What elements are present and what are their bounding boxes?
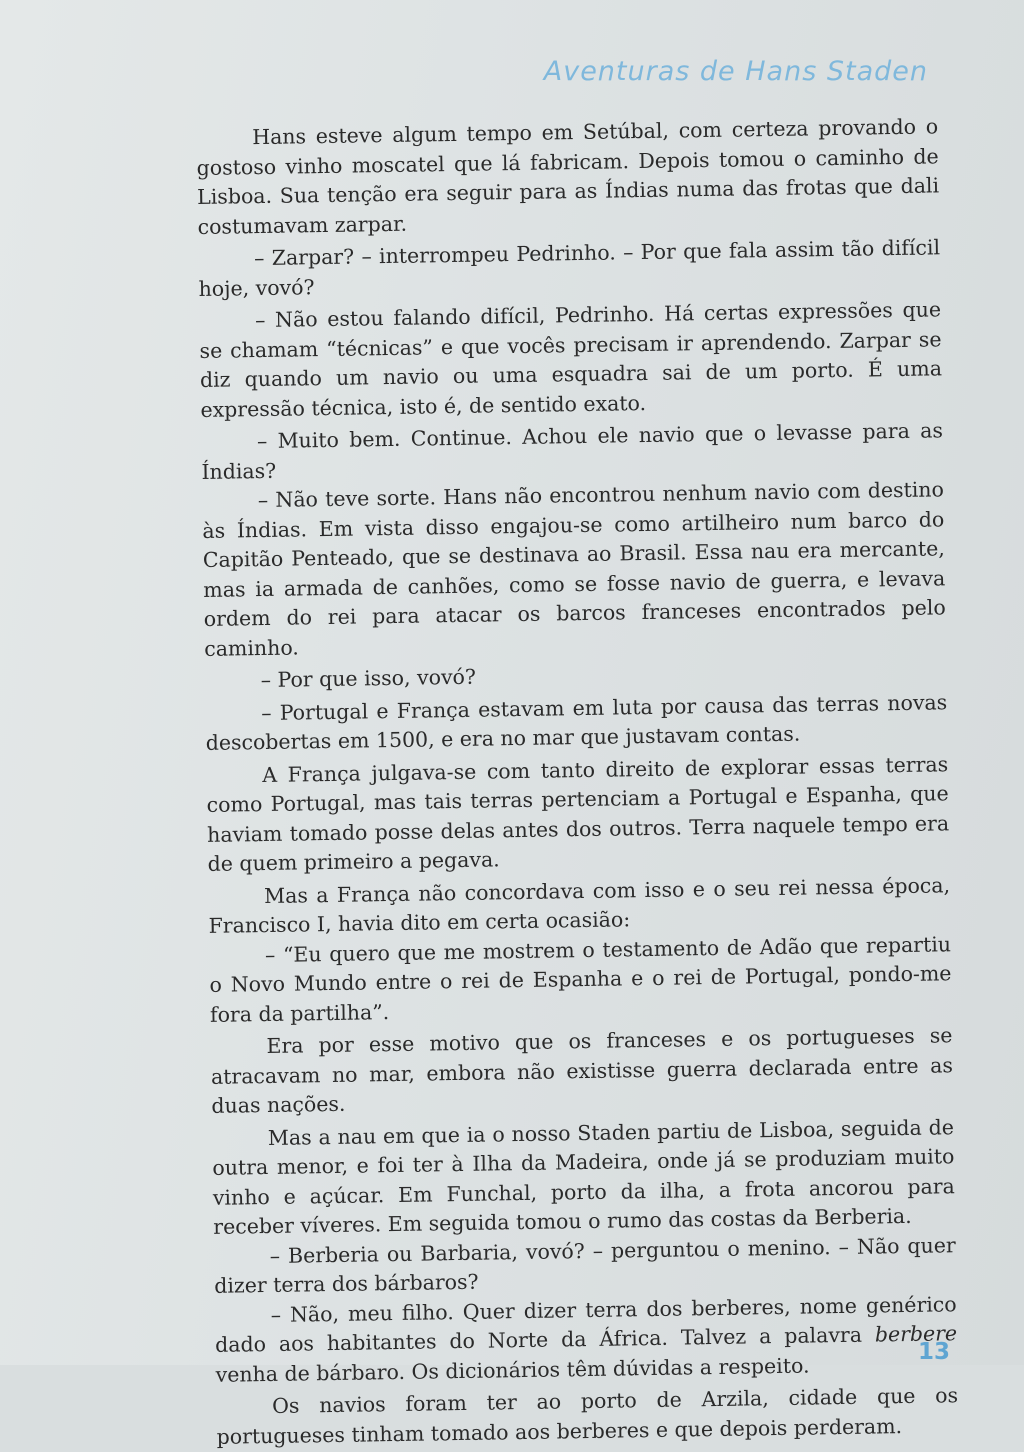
paragraph: – “Eu quero que me mostrem o testamento de Adão que repartiu o Novo Mundo entre o rei de Espanha e o rei de Portugal, pondo-me fora da partilha”. [209,931,952,1027]
running-title: Aventuras de Hans Staden [543,56,928,87]
paragraph: – Não teve sorte. Hans não encontrou nenhum navio com destino às Índias. Em vista disso engajou-se como artilheiro num barco do Capitão Penteado, que se destinava ao Brasil. Essa nau era mercante, mas ia armada de canhões, como se fosse navio de guerra, e levava ordem do rei para atacar os barcos franceses encontrados pelo caminho. [202,477,946,661]
paragraph: Mas a nau em que ia o nosso Staden partiu de Lisboa, seguida de outra menor, e foi ter à Ilha da Madeira, onde já se produziam muito vinho e açúcar. Em Funchal, porto da ilha, a frota ancorou para receber víveres. Em seguida tomou o rumo das costas da Berberia. [212,1114,955,1239]
paragraph-text: – Não, meu filho. Quer dizer terra dos berberes, nome genérico dado aos habitantes do Norte da África. Talvez a palavra [214,1291,957,1357]
paragraph: – Portugal e França estavam em luta por causa das terras novas descobertas em 1500, e era no mar que justavam contas. [205,689,948,755]
paragraph: – Berberia ou Barbaria, vovó? – perguntou o menino. – Não quer dizer terra dos bárbaros? [214,1232,956,1298]
paragraph: – Por que isso, vovó? [260,664,477,693]
paragraph-text: venha de bárbaro. Os dicionários têm dúvidas a respeito. [215,1353,810,1387]
body-text [196,112,959,1451]
paragraph: Hans esteve algum tempo em Setúbal, com certeza provando o gostoso vinho moscatel que lá fabricam. Depois tomou o caminho de Lisboa. Sua tenção era seguir para as Índias numa das frotas que dali costumavam zarpar. [196,114,940,239]
page-number: 13 [917,1339,950,1365]
paragraph: Os navios foram ter ao porto de Arzila, cidade que os portugueses tinham tomado aos berberes e que depois perderam. [216,1383,959,1449]
italic-term: berbere [874,1321,958,1347]
paragraph: – Zarpar? – interrompeu Pedrinho. – Por que fala assim tão difícil hoje, vovó? [198,235,941,301]
paragraph: Era por esse motivo que os franceses e os portugueses se atracavam no mar, embora não existisse guerra declarada entre as duas nações. [210,1023,954,1118]
paragraph: – Muito bem. Continue. Achou ele navio que o levasse para as Índias? [201,418,944,484]
paragraph: A França julgava-se com tanto direito de explorar essas terras como Portugal, mas tais terras pertenciam a Portugal e Espanha, que haviam tomado posse delas antes dos outros. Terra naquele tempo era de quem primeiro a pegava. [206,751,950,876]
paragraph [214,1290,957,1390]
paragraph: – Não estou falando difícil, Pedrinho. Há certas expressões que se chamam “técnicas” e que vocês precisam ir aprendendo. Zarpar se diz quando um navio ou uma esquadra sai de um porto. É uma expressão técnica, isto é, de sentido exato. [199,297,943,422]
paragraph: Mas a França não concordava com isso e o seu rei nessa época, Francisco I, havia dito em certa ocasião: [208,872,951,938]
